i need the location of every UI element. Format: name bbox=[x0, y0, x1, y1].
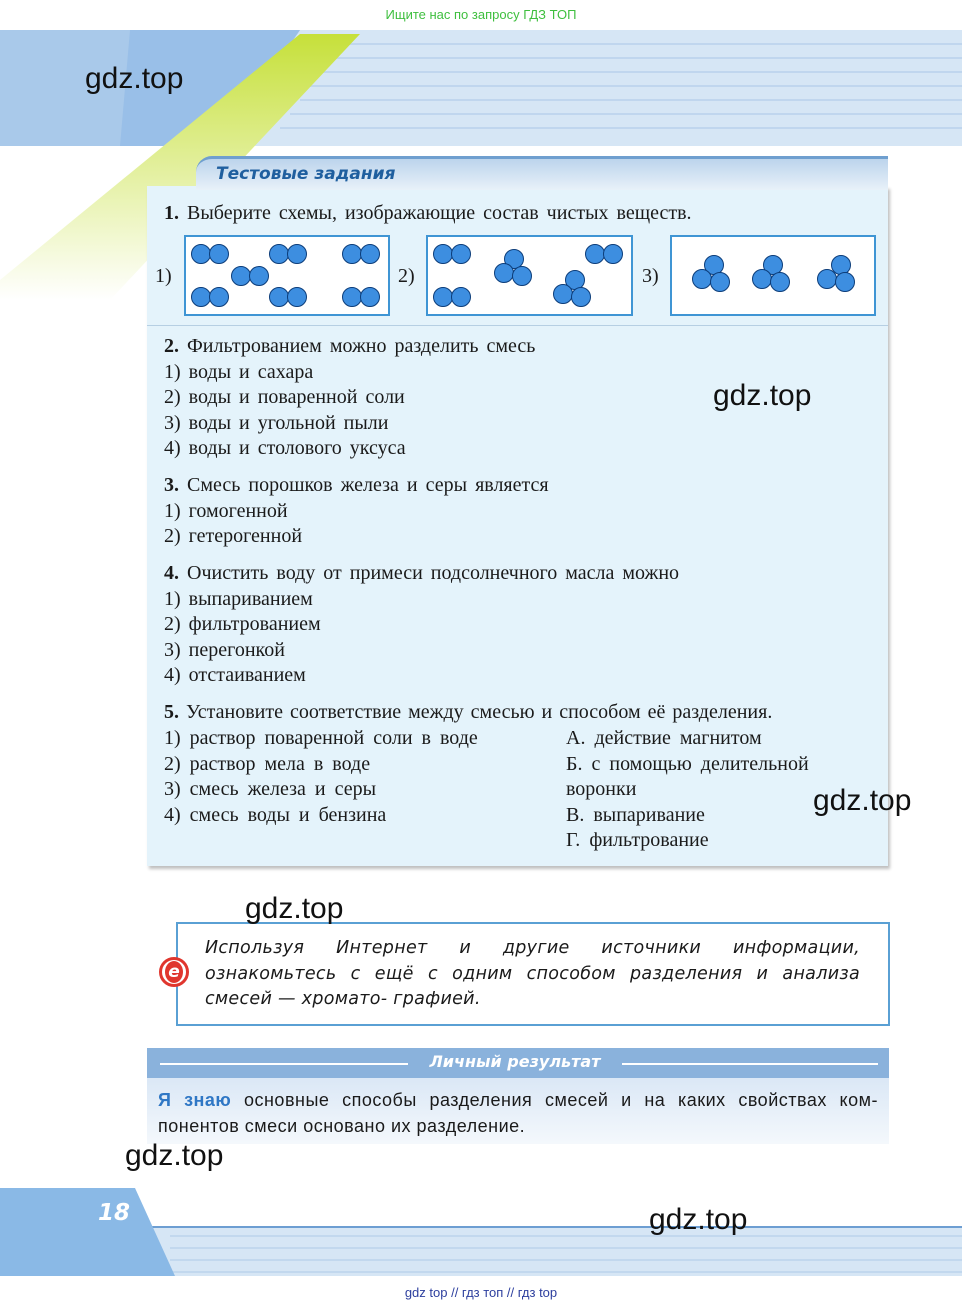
molecule-atom bbox=[433, 287, 453, 307]
q4-option: 4) отстаиванием bbox=[164, 664, 306, 687]
molecule-atom bbox=[269, 287, 289, 307]
q5-question bbox=[164, 700, 864, 726]
result-rule-left bbox=[160, 1063, 408, 1065]
q5-left-item: 3) смесь железа и серы bbox=[164, 778, 377, 801]
divider bbox=[147, 325, 888, 326]
q5-number: 5. bbox=[164, 701, 179, 723]
q5-left-item: 4) смесь воды и бензина bbox=[164, 803, 387, 826]
q1-number: 1. bbox=[164, 202, 179, 224]
molecule-atom bbox=[191, 244, 211, 264]
q4-option: 3) перегонкой bbox=[164, 638, 285, 661]
molecule-atom bbox=[451, 287, 471, 307]
q5-left-column bbox=[164, 726, 554, 828]
q4-block bbox=[164, 561, 864, 689]
internet-task-text: Используя Интернет и другие источники информации, ознакомьтесь с ещё с одним способом разделения и анализа смесей — хромато- графией. bbox=[205, 938, 860, 1009]
scheme-1 bbox=[184, 235, 390, 316]
molecule-atom bbox=[553, 284, 573, 304]
result-body: основные способы разделения смесей и на каких свойствах ком- понентов смеси основано их разделение. bbox=[158, 1090, 878, 1136]
molecule-atom bbox=[269, 244, 289, 264]
molecule-atom bbox=[770, 272, 790, 292]
q4-text: Очистить воду от примеси подсолнечного масла можно bbox=[187, 562, 680, 584]
molecule-atom bbox=[360, 287, 380, 307]
molecule-atom bbox=[571, 287, 591, 307]
q3-option: 2) гетерогенной bbox=[164, 525, 303, 548]
q1-option-1: 1) bbox=[155, 265, 172, 287]
e-icon bbox=[159, 957, 189, 987]
q5-text: Установите соответствие между смесью и способом её разделения. bbox=[186, 701, 773, 723]
molecule-atom bbox=[360, 244, 380, 264]
molecule-atom bbox=[209, 287, 229, 307]
q4-option: 2) фильтрованием bbox=[164, 613, 321, 636]
molecule-atom bbox=[585, 244, 605, 264]
q1-option-3: 3) bbox=[642, 265, 659, 287]
q1-text: Выберите схемы, изображающие состав чистых веществ. bbox=[187, 202, 692, 224]
molecule-atom bbox=[752, 269, 772, 289]
molecule-atom bbox=[835, 272, 855, 292]
q5-right-item: Г. фильтрование bbox=[566, 829, 709, 852]
e-icon-letter: e bbox=[165, 961, 183, 983]
bottom-note: gdz top // гдз топ // гдз top bbox=[404, 1285, 558, 1300]
q5-right-item: Б. с помощью делительной bbox=[566, 752, 809, 775]
q3-number: 3. bbox=[164, 474, 179, 496]
watermark: gdz.top bbox=[125, 1139, 224, 1172]
q3-block bbox=[164, 473, 684, 550]
watermark: gdz.top bbox=[245, 892, 344, 925]
q4-question bbox=[164, 561, 864, 587]
q2-number: 2. bbox=[164, 335, 179, 357]
molecule-atom bbox=[287, 244, 307, 264]
q4-number: 4. bbox=[164, 562, 179, 584]
q5-right-item: воронки bbox=[566, 778, 637, 801]
q2-option: 2) воды и поваренной соли bbox=[164, 386, 405, 409]
molecule-atom bbox=[451, 244, 471, 264]
q5-right-item: В. выпаривание bbox=[566, 803, 705, 826]
page-number: 18 bbox=[98, 1200, 131, 1226]
watermark: gdz.top bbox=[85, 62, 184, 95]
q1-question bbox=[164, 201, 864, 227]
molecule-atom bbox=[231, 266, 251, 286]
molecule-atom bbox=[342, 244, 362, 264]
q3-option: 1) гомогенной bbox=[164, 499, 288, 522]
scheme-2 bbox=[426, 235, 633, 316]
q2-question bbox=[164, 334, 684, 360]
q2-option: 4) воды и столового уксуса bbox=[164, 437, 406, 460]
result-rule-right bbox=[622, 1063, 878, 1065]
molecule-atom bbox=[433, 244, 453, 264]
top-note: Ищите нас по запросу ГДЗ ТОП bbox=[385, 7, 577, 22]
q5-left-item: 2) раствор мела в воде bbox=[164, 752, 371, 775]
q2-block bbox=[164, 334, 684, 462]
molecule-atom bbox=[817, 269, 837, 289]
section-title: Тестовые задания bbox=[216, 164, 396, 184]
molecule-atom bbox=[494, 263, 514, 283]
q1-option-2: 2) bbox=[398, 265, 415, 287]
watermark: gdz.top bbox=[813, 784, 912, 817]
molecule-atom bbox=[209, 244, 229, 264]
q5-right-item: А. действие магнитом bbox=[566, 727, 762, 749]
q4-option: 1) выпариванием bbox=[164, 587, 313, 610]
scheme-3 bbox=[670, 235, 876, 316]
molecule-atom bbox=[603, 244, 623, 264]
section-tab bbox=[196, 156, 888, 190]
result-title: Личный результат bbox=[429, 1052, 601, 1071]
q5-left-item: 1) раствор поваренной соли в воде bbox=[164, 727, 478, 749]
molecule-atom bbox=[191, 287, 211, 307]
watermark: gdz.top bbox=[649, 1203, 748, 1236]
result-text bbox=[158, 1088, 878, 1139]
footer-decoration bbox=[0, 1188, 962, 1278]
q3-text: Смесь порошков железа и серы является bbox=[187, 474, 549, 496]
q2-option: 3) воды и угольной пыли bbox=[164, 411, 389, 434]
watermark: gdz.top bbox=[713, 379, 812, 412]
q2-text: Фильтрованием можно разделить смесь bbox=[187, 335, 536, 357]
molecule-atom bbox=[710, 272, 730, 292]
q2-option: 1) воды и сахара bbox=[164, 360, 314, 383]
q3-question bbox=[164, 473, 684, 499]
molecule-atom bbox=[692, 269, 712, 289]
molecule-atom bbox=[342, 287, 362, 307]
molecule-atom bbox=[512, 266, 532, 286]
result-lead: Я знаю bbox=[158, 1090, 232, 1110]
molecule-atom bbox=[287, 287, 307, 307]
molecule-atom bbox=[249, 266, 269, 286]
